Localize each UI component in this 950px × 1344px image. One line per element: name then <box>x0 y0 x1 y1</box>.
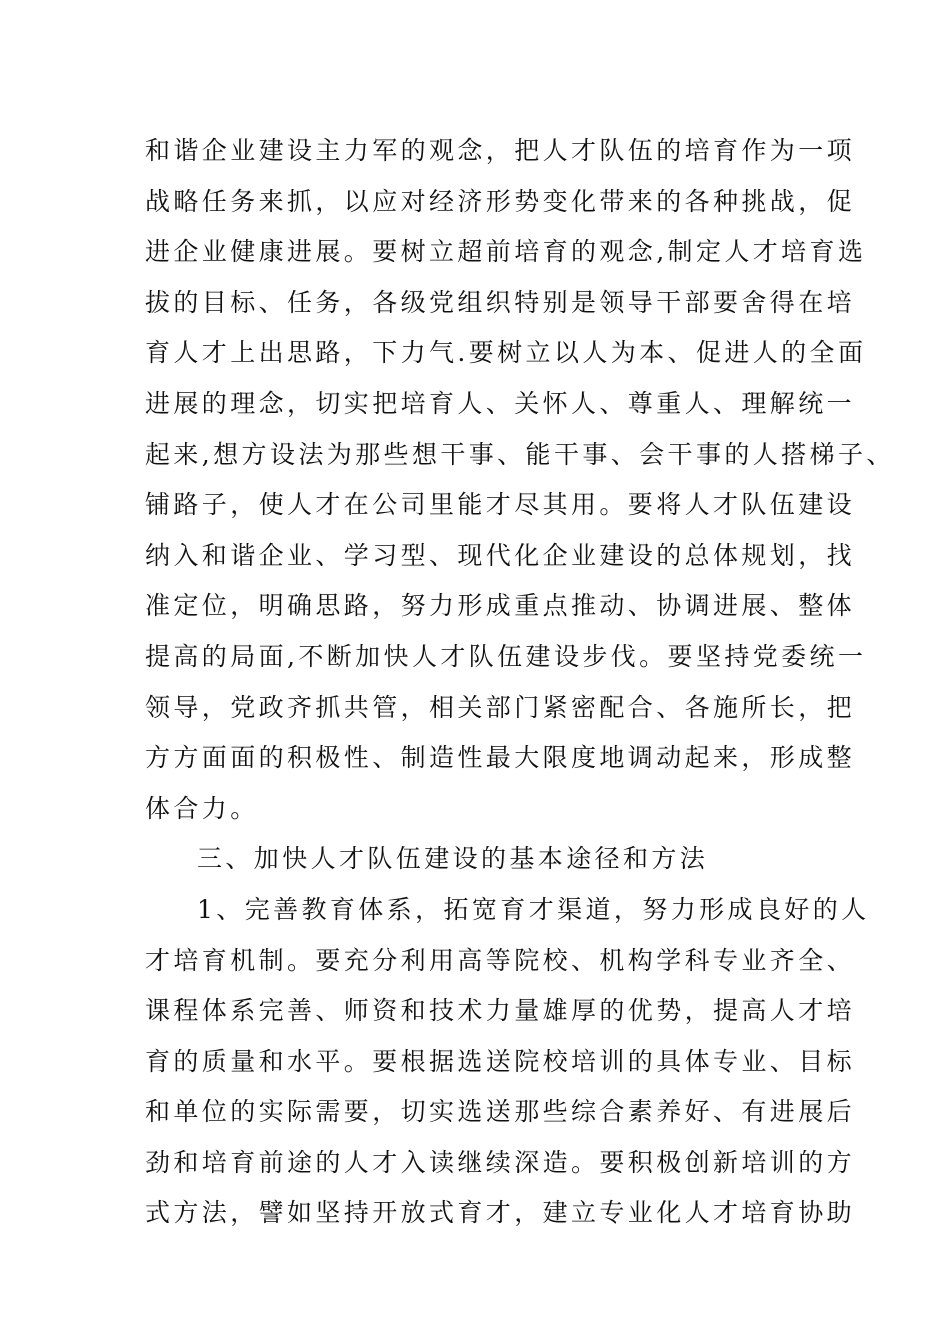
text-line: 提高的局面,不断加快人才队伍建设步伐。要坚持党委统一 <box>145 641 867 671</box>
text-line: 育的质量和水平。要根据选送院校培训的具体专业、目标 <box>145 1046 856 1076</box>
text-line: 进展的理念，切实把培育人、关怀人、尊重人、理解统一 <box>145 388 856 418</box>
text-line: 和谐企业建设主力军的观念，把人才队伍的培育作为一项 <box>145 136 856 165</box>
text-line: 1、完善教育体系，拓宽育才渠道，努力形成良好的人 <box>197 894 870 924</box>
text-line: 领导，党政齐抓共管，相关部门紧密配合、各施所长，把 <box>145 692 856 722</box>
text-line: 拔的目标、任务，各级党组织特别是领导干部要舍得在培 <box>145 287 856 317</box>
section-heading: 三、加快人才队伍建设的基本途径和方法 <box>197 844 709 874</box>
text-line: 和单位的实际需要，切实选送那些综合素养好、有进展后 <box>145 1097 856 1127</box>
text-line: 起来,想方设法为那些想干事、能干事、会干事的人搭梯子、 <box>145 439 895 469</box>
text-line: 体合力。 <box>145 793 259 823</box>
text-line: 方方面面的积极性、制造性最大限度地调动起来，形成整 <box>145 743 856 773</box>
text-line: 式方法，譬如坚持开放式育才，建立专业化人才培育协助 <box>145 1198 856 1228</box>
text-line: 育人才上出思路，下力气.要树立以人为本、促进人的全面 <box>145 338 867 368</box>
text-line: 劲和培育前途的人才入读继续深造。要积极创新培训的方 <box>145 1147 856 1177</box>
text-line: 课程体系完善、师资和技术力量雄厚的优势，提高人才培 <box>145 996 856 1026</box>
text-line: 进企业健康进展。要树立超前培育的观念,制定人才培育选 <box>145 237 867 267</box>
text-line: 准定位，明确思路，努力形成重点推动、协调进展、整体 <box>145 591 856 621</box>
text-line: 战略任务来抓，以应对经济形势变化带来的各种挑战，促 <box>145 186 856 216</box>
text-line: 才培育机制。要充分利用高等院校、机构学科专业齐全、 <box>145 945 856 975</box>
document-body <box>145 126 895 1239</box>
text-line: 铺路子，使人才在公司里能才尽其用。要将人才队伍建设 <box>145 490 856 520</box>
text-line: 纳入和谐企业、学习型、现代化企业建设的总体规划，找 <box>145 540 856 570</box>
